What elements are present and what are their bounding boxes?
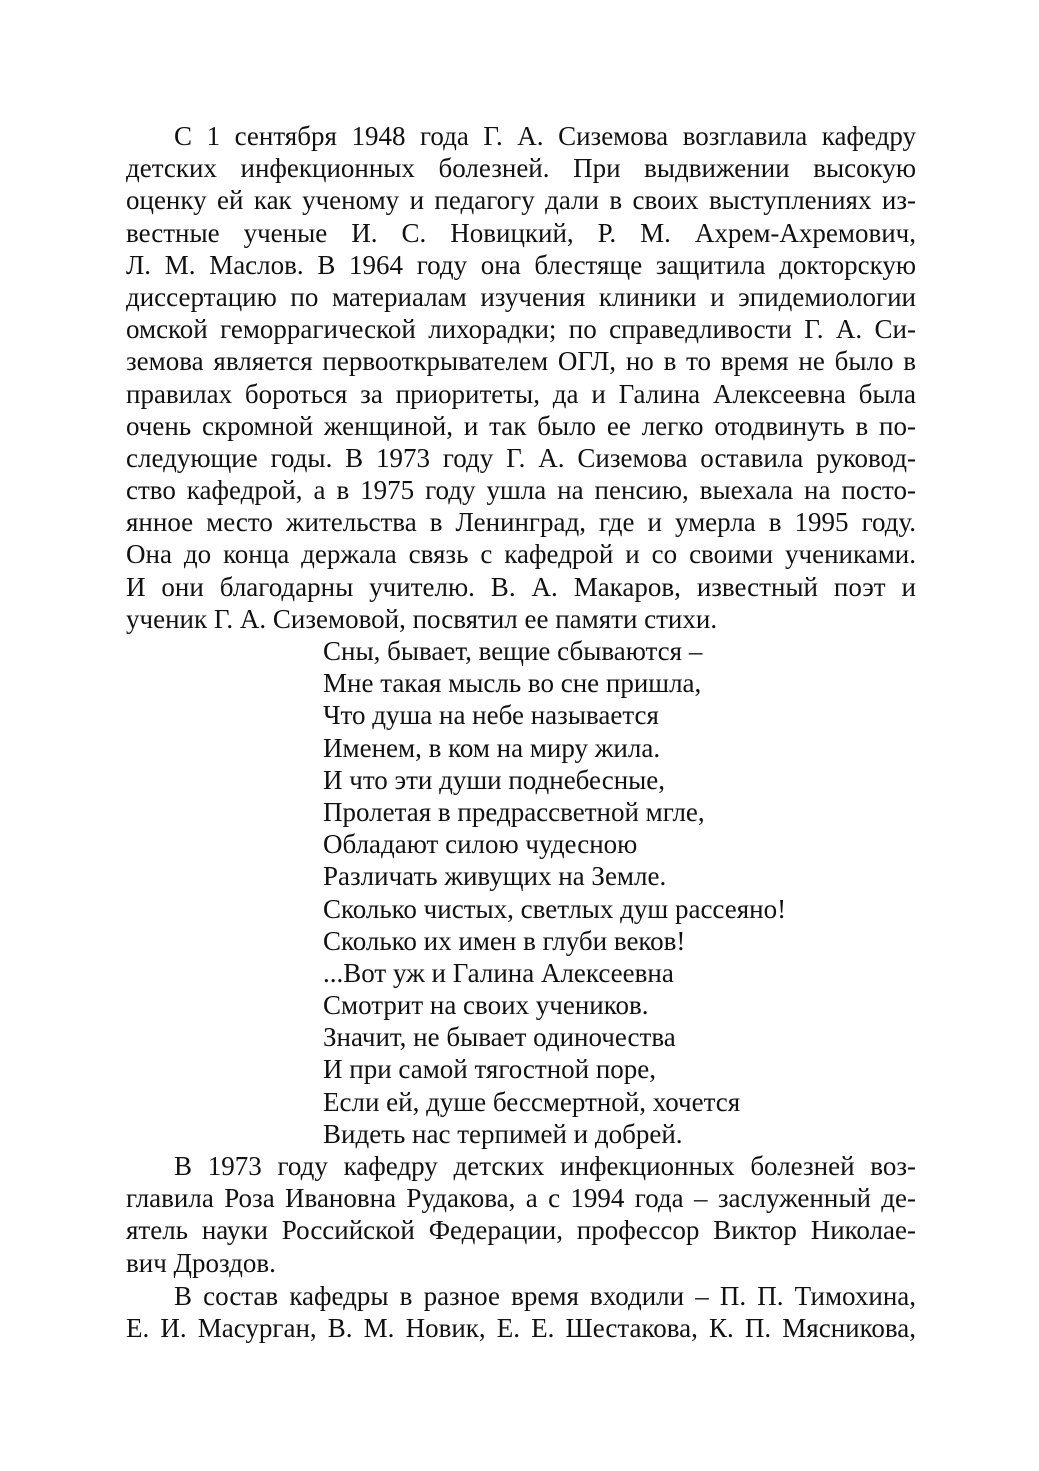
text-line: Она до конца держала связь с кафедрой и со своими учениками.	[126, 539, 916, 570]
text-line: И они благодарны учителю. В. А. Макаров, известный поэт и	[126, 571, 916, 602]
poem-line: Значит, не бывает одиночества	[323, 1022, 676, 1053]
poem-line: Пролетая в предрассветной мгле,	[323, 796, 705, 827]
poem-line: ...Вот уж и Галина Алексеевна	[323, 957, 674, 988]
text-line: Е. И. Масурган, В. М. Новик, Е. Е. Шестакова, К. П. Мясникова,	[126, 1312, 916, 1343]
text-line: ство кафедрой, а в 1975 году ушла на пенсию, выехала на посто-	[126, 475, 916, 506]
poem-line: Если ей, душе бессмертной, хочется	[323, 1086, 741, 1117]
text-line: следующие годы. В 1973 году Г. А. Сиземова оставила руковод-	[126, 442, 916, 473]
poem-line: Сны, бывает, вещие сбываются –	[323, 636, 703, 666]
text-line: диссертацию по материалам изучения клиники и эпидемиологии	[126, 281, 916, 312]
text-line: вестные ученые И. С. Новицкий, Р. М. Ахрем-Ахремович,	[126, 217, 916, 248]
text-line: С 1 сентября 1948 года Г. А. Сиземова возглавила кафедру	[174, 121, 916, 151]
text-line: ятель науки Российской Федерации, профессор Виктор Николае-	[126, 1215, 916, 1246]
text-line: главила Роза Ивановна Рудакова, а с 1994 года – заслуженный де-	[126, 1183, 916, 1214]
text-line: очень скромной женщиной, и так было ее легко отодвинуть в по-	[126, 410, 916, 441]
poem-line: Мне такая мысль во сне пришла,	[323, 668, 702, 699]
poem-line: И что эти души поднебесные,	[323, 764, 666, 795]
poem-line: Различать живущих на Земле.	[323, 861, 667, 892]
text-line: янное место жительства в Ленинград, где и умерла в 1995 году.	[126, 507, 916, 538]
poem-line: И при самой тягостной поре,	[323, 1054, 657, 1085]
text-line: земова является первооткрывателем ОГЛ, но в то время не было в	[126, 346, 916, 377]
poem-line: Обладают силою чудесною	[323, 829, 638, 860]
document-page	[126, 120, 916, 1344]
poem-line: Сколько чистых, светлых душ рассеяно!	[323, 893, 787, 924]
poem-line: Что душа на небе называется	[323, 700, 659, 731]
paragraph-staff	[126, 1280, 916, 1344]
paragraph-rudakova	[126, 1150, 916, 1279]
poem-line: Именем, в ком на миру жила.	[323, 732, 661, 763]
text-line: детских инфекционных болезней. При выдвижении высокую	[126, 153, 916, 184]
poem	[126, 635, 916, 1150]
text-line: ученик Г. А. Сиземовой, посвятил ее памяти стихи.	[126, 603, 718, 634]
poem-line: Видеть нас терпимей и добрей.	[323, 1118, 683, 1149]
poem-line: Сколько их имен в глуби веков!	[323, 925, 686, 956]
text-line: В состав кафедры в разное время входили – П. П. Тимохина,	[174, 1280, 916, 1311]
text-line: В 1973 году кафедру детских инфекционных болезней воз-	[174, 1151, 916, 1181]
text-line: правилах бороться за приоритеты, да и Галина Алексеевна была	[126, 378, 916, 409]
text-line: оценку ей как ученому и педагогу дали в своих выступлениях из-	[126, 185, 916, 216]
text-line: омской геморрагической лихорадки; по справедливости Г. А. Си-	[126, 314, 916, 345]
text-line: Л. М. Маслов. В 1964 году она блестяще защитила докторскую	[126, 249, 916, 280]
poem-line: Смотрит на своих учеников.	[323, 990, 649, 1021]
text-line: вич Дроздов.	[126, 1247, 276, 1278]
paragraph-sizemova	[126, 120, 916, 635]
